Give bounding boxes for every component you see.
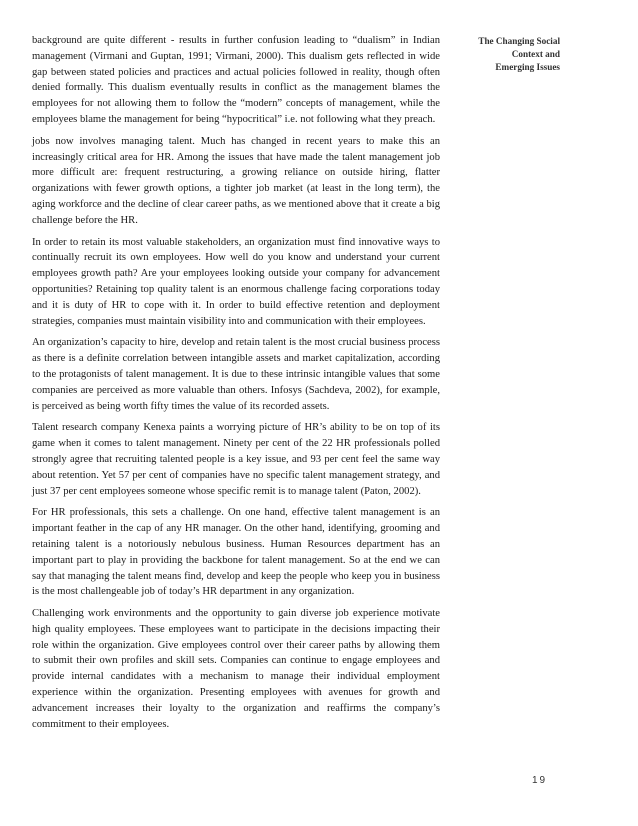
- paragraph-managing-talent: jobs now involves managing talent. Much has changed in recent years to make this an increasingly critical area for HR. Among the issues that have made the talent management job more difficult are: frequent restructuring, a growing reliance on outside hiring, flatter organizations with fewer growth options, a tighter job market (at least in the long term), the aging workforce and the decline of clear career paths, as we mentioned above that it create a big challenge before the HR.: [32, 135, 440, 226]
- paragraph-hr-challenge: For HR professionals, this sets a challenge. On one hand, effective talent management is an important feather in the cap of any HR manager. On the other hand, identifying, grooming and retaining talent is a notoriously nebulous business. Human Resources department has an important part to play in providing the backbone for talent management. So at the end we can say that managing the talent means find, develop and keep the people who keep you in business is the most challengeable job of today’s HR department in any organization.: [32, 507, 440, 598]
- paragraph-capacity: An organization’s capacity to hire, develop and retain talent is the most crucial business process as there is a definite correlation between intangible assets and market capitalization, according to the protagonists of talent management. It is due to these intrinsic intangible values that some companies are perceived as more valuable than others. Infosys (Sachdeva, 2002), for example, is perceived as being worth fifty times the value of its recorded assets.: [32, 337, 440, 412]
- section-heading-line: Context and: [511, 49, 560, 59]
- running-section-heading: [458, 35, 560, 74]
- section-heading-line: Emerging Issues: [495, 62, 560, 72]
- body-text: [32, 33, 440, 738]
- paragraph-retention: In order to retain its most valuable stakeholders, an organization must find innovative ways to continually recruit its own employees. How well do you know and understand your current employees growth path? Are your employees looking outside your company for advancement opportunities? Retaining top quality talent is an enormous challenge facing corporations today and it is duty of HR to cope with it. In order to build effective retention and deployment strategies, companies must maintain visibility into and communication with their employees.: [32, 236, 440, 327]
- paragraph-dualism: background are quite different - results in further confusion leading to “dualism” in Indian management (Virmani and Guptan, 1991; Virmani, 2000). This dualism gets reflected in wide gap between stated policies and practices and actual policies followed in reality, though often denied formally. This dualism eventually results in conflict as the management blames the employees for not allowing them to follow the “modern” concepts of management, while the employees blame the management for being “hypocritical” i.e. not following what they preach.: [32, 35, 440, 125]
- paragraph-work-environments: Challenging work environments and the opportunity to gain diverse job experience motivate high quality employees. These employees want to participate in the decisions impacting their role within the organization. Give employees control over their career paths by allowing them to submit their own profiles and skill sets. Companies can continue to engage employees and provide internal candidates with a mechanism to manage their individual employment experience within the organization. Presenting employees with avenues for growth and advancement increases their loyalty to the organization and reaffirms the company’s commitment to their employees.: [32, 608, 440, 730]
- paragraph-kenexa: Talent research company Kenexa paints a worrying picture of HR’s ability to be on top of its game when it comes to talent management. Ninety per cent of the 22 HR professionals polled strongly agree that recruiting talented people is a key issue, and 93 per cent feel the same way about retention. Yet 57 per cent of companies have no specific talent management strategy, and just 37 per cent employees someone whose specific remit is to manage talent (Paton, 2002).: [32, 422, 440, 497]
- section-heading-line: The Changing Social: [478, 36, 560, 46]
- page-number: 19: [532, 775, 548, 786]
